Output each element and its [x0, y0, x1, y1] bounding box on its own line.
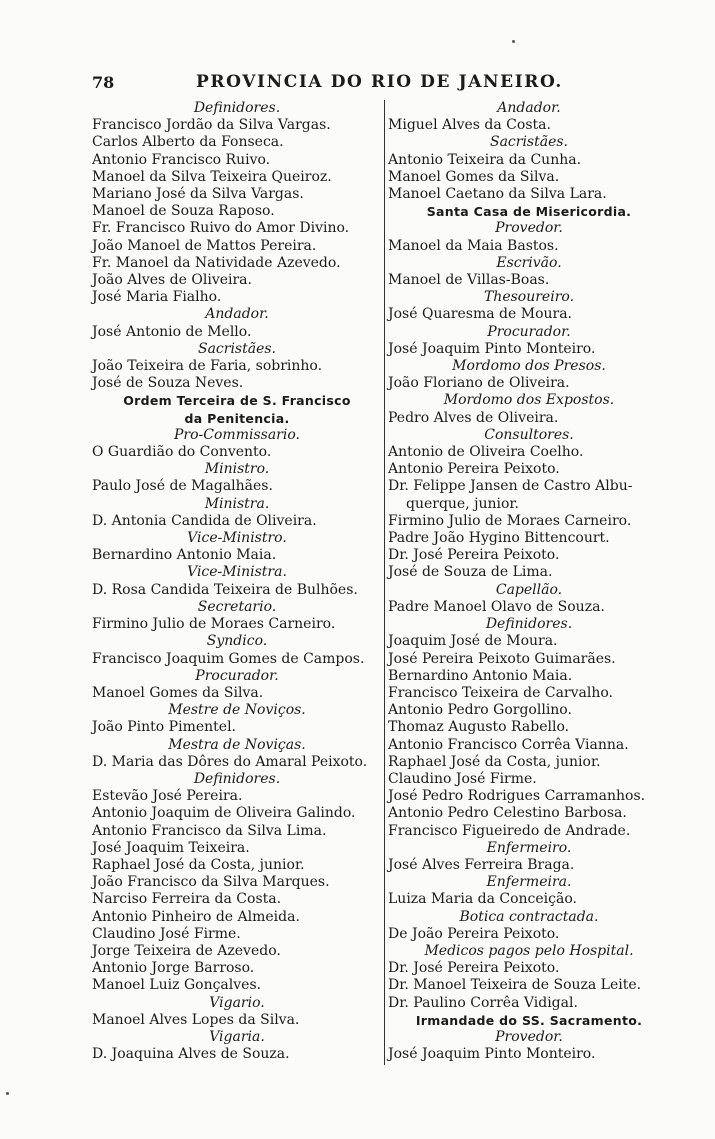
member-name: Raphael José da Costa, junior.	[388, 753, 601, 770]
office-heading: Secretario.	[197, 598, 277, 615]
member-name: Claudino José Firme.	[92, 925, 241, 942]
office-heading: Ministra.	[204, 495, 270, 512]
member-name: João Alves de Oliveira.	[92, 272, 252, 289]
office-heading: Definidores.	[485, 616, 573, 633]
office-heading: Procurador.	[195, 667, 279, 684]
page-speck	[512, 40, 515, 43]
office-heading: Procurador.	[487, 323, 571, 340]
office-heading: Sacristães.	[489, 134, 569, 151]
member-name: Antonio Pereira Peixoto.	[388, 461, 560, 478]
member-name: Bernardino Antonio Maia.	[388, 667, 573, 684]
section-heading: Irmandade do SS. Sacramento.	[415, 1012, 643, 1028]
office-heading: Medicos pagos pelo Hospital.	[424, 942, 634, 959]
office-heading: Pro-Commissario.	[174, 426, 300, 443]
member-name: D. Joaquina Alves de Souza.	[92, 1046, 290, 1063]
member-name: Antonio Pedro Gorgollino.	[388, 702, 572, 719]
member-name: Francisco Joaquim Gomes de Campos.	[92, 650, 365, 667]
office-heading: Consultores.	[484, 426, 574, 443]
office-heading: Mestra de Noviças.	[168, 736, 306, 753]
office-heading: Ministro.	[204, 461, 270, 478]
member-name: Manoel Caetano da Silva Lara.	[388, 186, 607, 203]
office-heading: Andador.	[205, 306, 269, 323]
member-name: João Teixeira de Faria, sobrinho.	[92, 358, 323, 375]
member-name: Jorge Teixeira de Azevedo.	[92, 942, 281, 959]
member-name: D. Maria das Dôres do Amaral Peixoto.	[92, 753, 368, 770]
member-name: Antonio de Oliveira Coelho.	[388, 444, 584, 461]
member-name: Thomaz Augusto Rabello.	[388, 719, 570, 736]
member-name: Manoel Alves Lopes da Silva.	[92, 1011, 300, 1028]
office-heading: Thesoureiro.	[483, 289, 575, 306]
member-name: Estevão José Pereira.	[92, 788, 243, 805]
member-name: José Joaquim Pinto Monteiro.	[388, 340, 596, 357]
office-heading: Vigaria.	[209, 1028, 265, 1045]
member-name: Francisco Jordão da Silva Vargas.	[92, 117, 331, 134]
office-heading: Enfermeira.	[486, 874, 572, 891]
member-name: João Manoel de Mattos Pereira.	[92, 237, 317, 254]
member-name: Claudino José Firme.	[388, 770, 537, 787]
section-heading: da Penitencia.	[184, 410, 290, 426]
member-name: José Maria Fialho.	[92, 289, 222, 306]
member-name: Joaquim José de Moura.	[388, 633, 558, 650]
member-name: Dr. José Pereira Peixoto.	[388, 960, 560, 977]
office-heading: Mordomo dos Presos.	[452, 358, 606, 375]
member-name: José Alves Ferreira Braga.	[388, 856, 575, 873]
member-name: querque, junior.	[406, 495, 520, 512]
member-name: Dr. Paulino Corrêa Vidigal.	[388, 994, 578, 1011]
member-name: José Pereira Peixoto Guimarães.	[388, 650, 616, 667]
member-name: Manoel de Villas-Boas.	[388, 272, 550, 289]
office-heading: Provedor.	[495, 1028, 563, 1045]
member-name: João Francisco da Silva Marques.	[92, 874, 330, 891]
member-name: Dr. Manoel Teixeira de Souza Leite.	[388, 977, 642, 994]
member-name: Manoel Gomes da Silva.	[92, 684, 264, 701]
member-name: Manoel da Maia Bastos.	[388, 237, 559, 254]
office-heading: Vice-Ministra.	[187, 564, 287, 581]
member-name: Manoel Luiz Gonçalves.	[92, 977, 262, 994]
member-name: José Joaquim Teixeira.	[92, 839, 250, 856]
member-name: Antonio Jorge Barroso.	[92, 960, 255, 977]
member-name: Padre João Hygino Bittencourt.	[388, 530, 610, 547]
office-heading: Provedor.	[495, 220, 563, 237]
member-name: Raphael José da Costa, junior.	[92, 856, 305, 873]
member-name: Miguel Alves da Costa.	[388, 117, 551, 134]
member-name: Antonio Francisco Corrêa Vianna.	[388, 736, 629, 753]
office-heading: Mestre de Noviços.	[168, 702, 306, 719]
office-heading: Vice-Ministro.	[187, 530, 287, 547]
column-divider	[384, 100, 385, 1065]
member-name: Firmino Julio de Moraes Carneiro.	[92, 616, 336, 633]
right-column	[388, 100, 670, 1063]
office-heading: Sacristães.	[197, 340, 277, 357]
member-name: José Quaresma de Moura.	[388, 306, 573, 323]
member-name: Mariano José da Silva Vargas.	[92, 186, 304, 203]
member-name: José de Souza Neves.	[92, 375, 244, 392]
office-heading: Vigario.	[209, 994, 265, 1011]
member-name: Manoel da Silva Teixeira Queiroz.	[92, 168, 332, 185]
member-name: D. Rosa Candida Teixeira de Bulhões.	[92, 581, 358, 598]
member-name: Antonio Pedro Celestino Barbosa.	[388, 805, 627, 822]
office-heading: Mordomo dos Expostos.	[443, 392, 615, 409]
office-heading: Capellão.	[495, 581, 563, 598]
page-speck	[6, 1092, 9, 1095]
member-name: Francisco Figueiredo de Andrade.	[388, 822, 631, 839]
member-name: Narciso Ferreira da Costa.	[92, 891, 282, 908]
member-name: Padre Manoel Olavo de Souza.	[388, 598, 605, 615]
office-heading: Enfermeiro.	[486, 839, 572, 856]
office-heading: Escrivão.	[496, 254, 562, 271]
member-name: José de Souza de Lima.	[388, 564, 553, 581]
member-name: Dr. José Pereira Peixoto.	[388, 547, 560, 564]
member-name: João Floriano de Oliveira.	[388, 375, 570, 392]
member-name: Pedro Alves de Oliveira.	[388, 409, 559, 426]
member-name: Francisco Teixeira de Carvalho.	[388, 684, 613, 701]
member-name: Antonio Teixeira da Cunha.	[388, 151, 582, 168]
office-heading: Definidores.	[193, 100, 281, 116]
office-heading: Botica contractada.	[459, 908, 599, 925]
member-name: Paulo José de Magalhães.	[92, 478, 273, 495]
running-title: PROVINCIA DO RIO DE JANEIRO.	[196, 72, 563, 92]
member-name: José Pedro Rodrigues Carramanhos.	[388, 788, 646, 805]
section-heading: Santa Casa de Misericordia.	[426, 204, 632, 220]
member-name: Antonio Francisco da Silva Lima.	[92, 822, 327, 839]
member-name: Antonio Joaquim de Oliveira Galindo.	[92, 805, 356, 822]
member-name: Carlos Alberto da Fonseca.	[92, 134, 284, 151]
member-name: Firmino Julio de Moraes Carneiro.	[388, 512, 632, 529]
member-name: José Joaquim Pinto Monteiro.	[388, 1046, 596, 1063]
office-heading: Syndico.	[206, 633, 268, 650]
member-name: De João Pereira Peixoto.	[388, 925, 560, 942]
section-heading: Ordem Terceira de S. Francisco	[123, 393, 351, 409]
member-name: Antonio Pinheiro de Almeida.	[92, 908, 300, 925]
member-name: José Antonio de Mello.	[92, 323, 252, 340]
office-heading: Andador.	[497, 100, 561, 116]
left-column	[92, 100, 382, 1063]
member-name: D. Antonia Candida de Oliveira.	[92, 512, 317, 529]
member-name: Manoel de Souza Raposo.	[92, 203, 275, 220]
member-name: Fr. Francisco Ruivo do Amor Divino.	[92, 220, 350, 237]
member-name: Manoel Gomes da Silva.	[388, 168, 560, 185]
member-name: Bernardino Antonio Maia.	[92, 547, 277, 564]
member-name: Luiza Maria da Conceição.	[388, 891, 577, 908]
member-name: João Pinto Pimentel.	[92, 719, 236, 736]
member-name: Dr. Felippe Jansen de Castro Albu-	[388, 478, 633, 495]
member-name: Antonio Francisco Ruivo.	[92, 151, 271, 168]
member-name: Fr. Manoel da Natividade Azevedo.	[92, 254, 341, 271]
member-name: O Guardião do Convento.	[92, 444, 272, 461]
office-heading: Definidores.	[193, 770, 281, 787]
page-number: 78	[92, 73, 115, 92]
